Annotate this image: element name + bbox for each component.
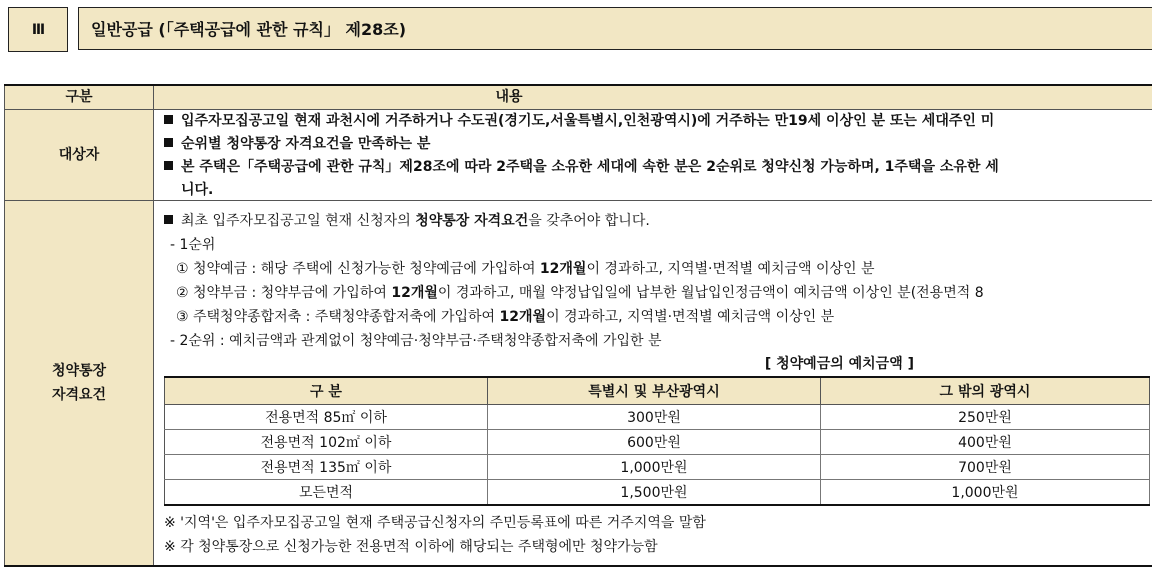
target-line-1: 입주자모집공고일 현재 과천시에 거주하거나 수도권(경기도,서울특별시,인천광역시)에 거주하는 만19세 이상인 분 또는 세대주인 미	[164, 110, 1152, 133]
target-line-2: 순위별 청약통장 자격요건을 만족하는 분	[164, 133, 1152, 156]
bullet-icon	[164, 161, 173, 170]
rank1-item-3: ③ 주택청약종합저축 : 주택청약종합저축에 가입하여 12개월이 경과하고, 지역별·면적별 예치금액 이상인 분	[176, 309, 835, 325]
target-label: 대상자	[4, 110, 154, 200]
rank1-label: - 1순위	[170, 237, 216, 253]
deposit-table	[164, 376, 1150, 506]
header-category: 구분	[4, 86, 154, 109]
deposit-caption: [ 청약예금의 예치금액 ]	[764, 356, 914, 372]
bullet-icon	[164, 115, 173, 124]
general-supply-table	[4, 84, 1152, 567]
table-row	[165, 430, 1150, 455]
table-row	[165, 480, 1150, 506]
deposit-cell: 전용면적 135㎡ 이하	[165, 455, 488, 480]
bullet-icon	[164, 138, 173, 147]
deposit-cell: 250만원	[821, 405, 1150, 430]
section-number: Ⅲ	[8, 7, 68, 52]
deposit-col-other: 그 밖의 광역시	[821, 377, 1150, 405]
target-content	[154, 110, 1152, 200]
notes	[164, 511, 1152, 559]
deposit-header-row	[165, 377, 1150, 405]
deposit-cell: 400만원	[821, 430, 1150, 455]
note-region: ※ '지역'은 입주자모집공고일 현재 주택공급신청자의 주민등록표에 따른 거주지역을 말함	[164, 515, 706, 531]
deposit-cell: 700만원	[821, 455, 1150, 480]
table-header-row	[4, 86, 1152, 110]
header-content: 내용	[154, 86, 1152, 109]
target-line-4: 니다.	[181, 182, 214, 198]
section-header	[8, 7, 1152, 52]
deposit-cell: 300만원	[488, 405, 821, 430]
deposit-col-category: 구 분	[165, 377, 488, 405]
deposit-cell: 1,000만원	[821, 480, 1150, 506]
target-line-3: 본 주택은「주택공급에 관한 규칙」제28조에 따라 2주택을 소유한 세대에 속한 분은 2순위로 청약신청 가능하며, 1주택을 소유한 세	[164, 156, 1152, 179]
target-row	[4, 110, 1152, 201]
rank1-item-2: ② 청약부금 : 청약부금에 가입하여 12개월이 경과하고, 매월 약정납입일에 납부한 월납입인정금액이 예치금액 이상인 분(전용면적 8	[176, 285, 984, 301]
deposit-cell: 전용면적 102㎡ 이하	[165, 430, 488, 455]
deposit-cell: 전용면적 85㎡ 이하	[165, 405, 488, 430]
account-intro: 최초 입주자모집공고일 현재 신청자의 청약통장 자격요건을 갖추어야 합니다.	[164, 209, 1152, 233]
account-label: 청약통장 자격요건	[4, 201, 154, 565]
account-content	[154, 201, 1152, 565]
account-row	[4, 201, 1152, 565]
deposit-cell: 모든면적	[165, 480, 488, 506]
table-row	[165, 405, 1150, 430]
section-title: 일반공급 (「주택공급에 관한 규칙」 제28조)	[78, 7, 1152, 50]
deposit-cell: 1,500만원	[488, 480, 821, 506]
note-area: ※ 각 청약통장으로 신청가능한 전용면적 이하에 해당되는 주택형에만 청약가능함	[164, 539, 658, 555]
table-row	[165, 455, 1150, 480]
deposit-col-special: 특별시 및 부산광역시	[488, 377, 821, 405]
bullet-icon	[164, 215, 173, 224]
deposit-cell: 600만원	[488, 430, 821, 455]
rank1-item-1: ① 청약예금 : 해당 주택에 신청가능한 청약예금에 가입하여 12개월이 경과하고, 지역별·면적별 예치금액 이상인 분	[176, 261, 875, 277]
rank2-line: - 2순위 : 예치금액과 관계없이 청약예금·청약부금·주택청약종합저축에 가입한 분	[170, 333, 662, 349]
deposit-cell: 1,000만원	[488, 455, 821, 480]
